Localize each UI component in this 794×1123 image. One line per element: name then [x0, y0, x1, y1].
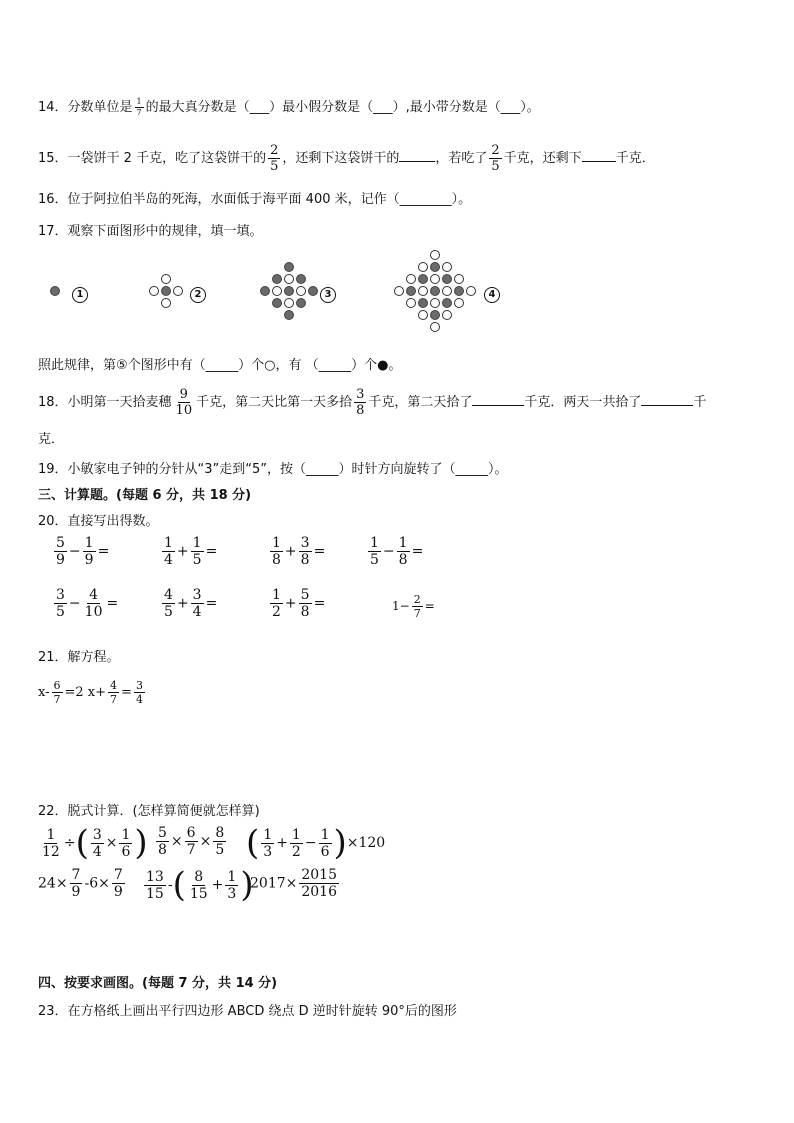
hollow-dot — [454, 298, 464, 308]
hollow-dot — [406, 298, 416, 308]
calc-item: $\frac{5}{9}$ − $\frac{1}{9}$ = — [56, 535, 110, 568]
hollow-dot — [161, 298, 171, 308]
question-18: 18．小明第一天拾麦穗 $\frac{9}{10}$ 千克，第二天比第一天多拾 $\frac{3}{8}$ 千克，第二天拾了 千克．两天一共拾了 千 — [38, 387, 707, 418]
calc-item: $\frac{1}{2}$ + $\frac{5}{8}$ = — [272, 587, 326, 620]
calc-item: $\frac{1}{4}$ + $\frac{1}{5}$ = — [164, 535, 218, 568]
hollow-dot — [149, 286, 159, 296]
filled-dot — [406, 286, 416, 296]
filled-dot — [50, 286, 60, 296]
hollow-dot — [430, 322, 440, 332]
fraction-unit: $\frac{1}{7}$ — [136, 97, 142, 117]
filled-dot — [418, 274, 428, 284]
section-3-title: 三、计算题。(每题 6 分，共 18 分) — [38, 488, 252, 503]
hollow-dot — [442, 310, 452, 320]
question-16: 16．位于阿拉伯半岛的死海，水面低于海平面 400 米，记作（________）。 — [38, 192, 472, 207]
fraction: $\frac{2}{5}$ — [491, 143, 500, 174]
question-20-title: 20．直接写出得数。 — [38, 514, 159, 529]
hollow-dot — [406, 274, 416, 284]
hollow-dot — [418, 262, 428, 272]
filled-dot — [454, 286, 464, 296]
question-21-title: 21．解方程。 — [38, 650, 120, 665]
hollow-dot — [284, 274, 294, 284]
filled-dot — [284, 286, 294, 296]
label-4: 4 — [484, 287, 500, 303]
expression-4: 24× $\frac{7}{9}$ -6× $\frac{7}{9}$ — [38, 867, 123, 900]
hollow-dot — [442, 262, 452, 272]
label-3: 3 — [320, 287, 336, 303]
question-19: 19．小敏家电子钟的分针从“3”走到“5”，按（_____）时针方向旋转了（_____）。 — [38, 462, 508, 477]
answer-blank[interactable] — [582, 161, 616, 162]
filled-dot — [308, 286, 318, 296]
calc-item: $\frac{1}{8}$ + $\frac{3}{8}$ = — [272, 535, 326, 568]
filled-dot — [442, 298, 452, 308]
answer-blank[interactable] — [641, 405, 693, 406]
filled-dot — [260, 286, 270, 296]
hollow-dot — [296, 286, 306, 296]
expression-1: $\frac{1}{12}$ ÷( $\frac{3}{4}$ × $\frac{1}{6}$ ) — [42, 823, 148, 863]
equation: x- $\frac{6}{7}$ =2 x+ $\frac{4}{7}$ = $\frac{3}{4}$ — [38, 679, 143, 706]
filled-dot — [284, 310, 294, 320]
question-17-answer: 照此规律，第⑤个图形中有（_____）个○，有 （_____）个●。 — [38, 358, 402, 373]
hollow-dot — [430, 250, 440, 260]
section-4-title: 四、按要求画图。(每题 7 分，共 14 分) — [38, 976, 278, 991]
question-17: 17．观察下面图形中的规律，填一填。 — [38, 224, 263, 239]
question-18-cont: 克． — [38, 432, 65, 447]
filled-dot — [430, 286, 440, 296]
label-1: 1 — [72, 287, 88, 303]
expression-2: $\frac{5}{8}$ × $\frac{6}{7}$ × $\frac{8}{5}$ — [158, 825, 225, 858]
question-23: 23．在方格纸上画出平行四边形 ABCD 绕点 D 逆时针旋转 90°后的图形 — [38, 1004, 457, 1019]
filled-dot — [418, 298, 428, 308]
filled-dot — [296, 274, 306, 284]
hollow-dot — [284, 298, 294, 308]
fraction: $\frac{9}{10}$ — [175, 387, 193, 418]
filled-dot — [284, 262, 294, 272]
expression-6: 2017× $\frac{2015}{2016}$ — [250, 867, 337, 900]
filled-dot — [430, 310, 440, 320]
calc-item: $\frac{4}{5}$ + $\frac{3}{4}$ = — [164, 587, 218, 620]
calc-item: $\frac{3}{5}$ − $\frac{4}{10}$ = — [56, 587, 119, 620]
hollow-dot — [394, 286, 404, 296]
hollow-dot — [430, 274, 440, 284]
hollow-dot — [442, 286, 452, 296]
hollow-dot — [430, 298, 440, 308]
answer-blank[interactable] — [472, 405, 524, 406]
dot-pattern-figure — [0, 250, 794, 330]
fraction: $\frac{3}{8}$ — [356, 387, 365, 418]
hollow-dot — [418, 286, 428, 296]
label-2: 2 — [190, 287, 206, 303]
question-22-title: 22．脱式计算．(怎样算简便就怎样算) — [38, 804, 260, 819]
filled-dot — [442, 274, 452, 284]
filled-dot — [161, 286, 171, 296]
question-15: 15．一袋饼干 2 千克，吃了这袋饼干的 $\frac{2}{5}$ ，还剩下这袋饼干的 ，若吃了 $\frac{2}{5}$ 千克，还剩下 千克． — [38, 143, 655, 174]
hollow-dot — [161, 274, 171, 284]
hollow-dot — [272, 286, 282, 296]
filled-dot — [272, 274, 282, 284]
fraction: $\frac{2}{5}$ — [270, 143, 279, 174]
hollow-dot — [454, 274, 464, 284]
hollow-dot — [418, 310, 428, 320]
filled-dot — [272, 298, 282, 308]
hollow-dot — [466, 286, 476, 296]
calc-item: 1− $\frac{2}{7}$ = — [392, 593, 435, 620]
answer-blank[interactable] — [399, 161, 435, 162]
hollow-dot — [173, 286, 183, 296]
expression-5: $\frac{13}{15}$ -( $\frac{8}{15}$ + $\frac{1}{3}$ ) — [146, 865, 254, 905]
calc-item: $\frac{1}{5}$ − $\frac{1}{8}$ = — [370, 535, 424, 568]
question-14: 14．分数单位是 $\frac{1}{7}$ 的最大真分数是（___）最小假分数是（___）,最小带分数是（___）。 — [38, 97, 540, 117]
filled-dot — [296, 298, 306, 308]
expression-3: ( $\frac{1}{3}$ + $\frac{1}{2}$ − $\frac{1}{6}$ )×120 — [246, 823, 386, 863]
filled-dot — [430, 262, 440, 272]
